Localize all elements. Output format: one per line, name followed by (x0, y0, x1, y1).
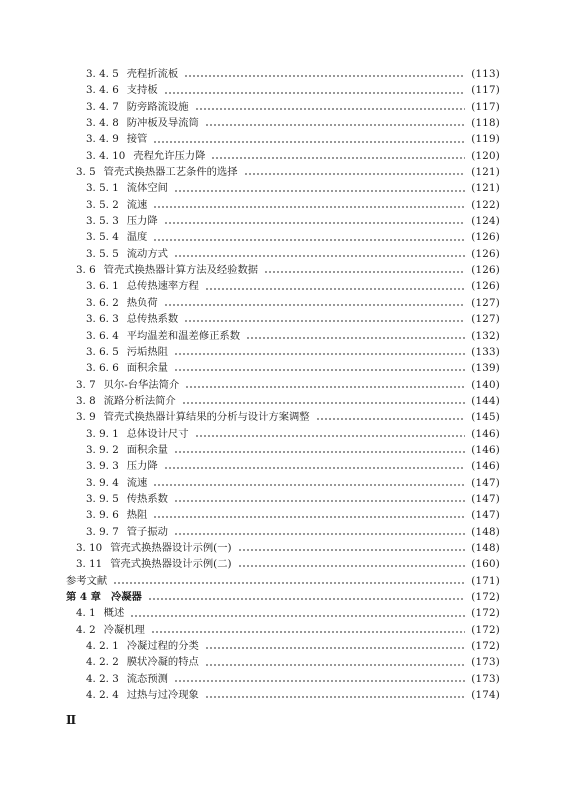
toc-entry[interactable] (0, 605, 566, 621)
toc-entry-title: 流动方式 (126, 247, 168, 260)
toc-entry-page: (121) (471, 166, 500, 179)
dot-leader (184, 75, 465, 77)
toc-entry-number: 3. 9. 1 (86, 427, 119, 440)
dot-leader (164, 467, 466, 469)
toc-entry-page: (144) (471, 394, 500, 407)
toc-entry-page: (171) (471, 574, 500, 587)
dot-leader (130, 615, 465, 617)
toc-entry-page: (173) (471, 672, 500, 685)
toc-entry[interactable] (0, 442, 566, 458)
toc-entry-page: (173) (471, 656, 500, 669)
toc-entry[interactable] (0, 622, 566, 638)
toc-entry-page: (172) (471, 623, 500, 636)
dot-leader (174, 533, 465, 535)
toc-entry-page: (146) (471, 427, 500, 440)
dot-leader (174, 190, 465, 192)
dot-leader (148, 598, 465, 600)
toc-entry-page: (147) (471, 476, 500, 489)
dot-leader (205, 288, 465, 290)
toc-entry[interactable] (0, 491, 566, 507)
toc-entry-page: (126) (471, 231, 500, 244)
toc-entry-number: 3. 5. 2 (86, 198, 119, 211)
toc-entry-page: (113) (471, 68, 500, 80)
toc-entry[interactable] (0, 131, 566, 147)
dot-leader (153, 239, 465, 241)
dot-leader (316, 418, 466, 420)
toc-entry-title: 总传热速率方程 (126, 280, 199, 293)
toc-entry-title: 管子振动 (126, 525, 168, 538)
toc-entry[interactable] (0, 409, 566, 425)
toc-entry-page: (145) (471, 411, 500, 424)
toc-entry[interactable] (0, 148, 566, 164)
toc-entry-number: 3. 6. 6 (86, 362, 119, 375)
toc-entry[interactable] (0, 393, 566, 409)
toc-entry-page: (147) (471, 492, 500, 505)
toc-entry-page: (146) (471, 443, 500, 456)
toc-entry[interactable] (0, 654, 566, 670)
toc-entry[interactable] (0, 311, 566, 327)
toc-entry-title: 防旁路流设施 (126, 100, 189, 113)
dot-leader (153, 141, 465, 143)
toc-entry-title: 防冲板及导流筒 (126, 117, 199, 130)
toc-entry[interactable] (0, 475, 566, 491)
toc-entry[interactable] (0, 246, 566, 262)
toc-entry-title: 污垢热阻 (126, 345, 168, 358)
toc-entry-number: 3. 9. 6 (86, 509, 119, 522)
toc-entry-number: 3. 9 (76, 411, 96, 424)
toc-entry-number: 3. 8 (76, 394, 96, 407)
toc-entry-number: 3. 9. 2 (86, 443, 119, 456)
toc-entry-title: 面积余量 (126, 362, 168, 375)
toc-entry-title: 压力降 (126, 215, 158, 228)
toc-entry-page: (172) (471, 607, 500, 620)
dot-leader (264, 271, 465, 273)
toc-entry-title: 冷凝器 (110, 591, 142, 603)
toc-entry[interactable] (0, 295, 566, 311)
toc-entry-title: 支持板 (126, 84, 158, 97)
toc-entry-page: (174) (471, 689, 500, 702)
toc-entry[interactable] (0, 687, 566, 703)
toc-entry-page: (146) (471, 460, 500, 473)
dot-leader (164, 304, 466, 306)
toc-entry-number: 3. 5. 1 (86, 182, 119, 195)
toc-entry-title: 壳程允许压力降 (133, 149, 206, 162)
toc-entry[interactable] (0, 377, 566, 393)
dot-leader (185, 386, 465, 388)
toc-entry-number: 4. 2. 1 (86, 640, 119, 653)
toc-entry-page: (121) (471, 182, 500, 195)
toc-entry[interactable] (0, 524, 566, 540)
dot-leader (174, 451, 465, 453)
dot-leader (246, 337, 465, 339)
toc-entry-number: 3. 5. 4 (86, 231, 119, 244)
dot-leader (205, 124, 465, 126)
toc-entry-page: (148) (471, 525, 500, 538)
toc-chapter-entry[interactable] (0, 589, 566, 605)
toc-entry-title: 参考文献 (66, 574, 108, 587)
toc-entry-number: 4. 1 (76, 607, 96, 620)
dot-leader (238, 565, 466, 567)
dot-leader (205, 647, 465, 649)
toc-entry[interactable] (0, 229, 566, 245)
toc-entry[interactable] (0, 344, 566, 360)
dot-leader (238, 549, 466, 551)
toc-entry-title: 管壳式换热器计算方法及经验数据 (103, 264, 259, 277)
toc-entry-number: 3. 9. 5 (86, 492, 119, 505)
toc-entry[interactable] (0, 556, 566, 572)
toc-entry-number: 4. 2. 2 (86, 656, 119, 669)
dot-leader (211, 157, 465, 159)
toc-entry-title: 冷凝机理 (103, 623, 145, 636)
toc-entry[interactable] (0, 540, 566, 556)
toc-entry-page: (122) (471, 198, 500, 211)
dot-leader (205, 664, 465, 666)
toc-entry[interactable] (0, 82, 566, 98)
toc-entry-number: 3. 4. 5 (86, 68, 119, 80)
toc-entry-page: (120) (471, 149, 500, 162)
toc-entry-title: 过热与过冷现象 (126, 689, 199, 702)
dot-leader (113, 582, 465, 584)
toc-entry-number: 3. 9. 3 (86, 460, 119, 473)
dot-leader (195, 108, 466, 110)
toc-entry-title: 流体空间 (126, 182, 168, 195)
toc-entry[interactable] (0, 262, 566, 278)
dot-leader (151, 631, 465, 633)
toc-entry-number: 3. 7 (76, 378, 96, 391)
toc-entry-title: 总传热系数 (126, 313, 179, 326)
toc-entry-number: 3. 6. 4 (86, 329, 119, 342)
toc-entry-number: 3. 6. 5 (86, 345, 119, 358)
toc-entry-title: 流速 (126, 476, 148, 489)
toc-entry-page: (132) (471, 329, 500, 342)
dot-leader (164, 92, 466, 94)
toc-entry-number: 3. 4. 9 (86, 133, 119, 146)
dot-leader (174, 369, 465, 371)
toc-entry-number: 3. 4. 6 (86, 84, 119, 97)
toc-entry[interactable] (0, 426, 566, 442)
toc-entry-number: 3. 9. 4 (86, 476, 119, 489)
toc-entry[interactable] (0, 164, 566, 180)
toc-entry[interactable] (0, 328, 566, 344)
dot-leader (244, 173, 466, 175)
toc-entry-number: 3. 5. 3 (86, 215, 119, 228)
toc-entry-page: (119) (471, 133, 500, 146)
toc-entry-title: 接管 (126, 133, 148, 146)
dot-leader (174, 500, 465, 502)
toc-entry[interactable] (0, 507, 566, 523)
toc-entry-page: (172) (471, 591, 500, 603)
toc-entry-title: 压力降 (126, 460, 158, 473)
toc-entry-page: (133) (471, 345, 500, 358)
toc-entry-page: (139) (471, 362, 500, 375)
toc-entry-page: (140) (471, 378, 500, 391)
toc-entry[interactable] (0, 197, 566, 213)
toc-entry-number: 3. 6. 3 (86, 313, 119, 326)
toc-entry-title: 热阻 (126, 509, 148, 522)
dot-leader (184, 320, 465, 322)
toc-entry-number: 3. 6. 1 (86, 280, 119, 293)
toc-entry-title: 膜状冷凝的特点 (126, 656, 199, 669)
dot-leader (195, 435, 466, 437)
toc-entry-title: 贝尔-台华法简介 (103, 378, 180, 391)
toc-entry-page: (117) (471, 84, 500, 97)
toc-entry[interactable] (0, 671, 566, 687)
dot-leader (153, 484, 465, 486)
toc-entry-page: (147) (471, 509, 500, 522)
toc-entry-page: (124) (471, 215, 500, 228)
toc-entry-title: 热负荷 (126, 296, 158, 309)
dot-leader (153, 206, 465, 208)
toc-entry-number: 3. 9. 7 (86, 525, 119, 538)
toc-entry-title: 流路分析法简介 (103, 394, 176, 407)
toc-entry-number: 第 4 章 (66, 591, 101, 603)
toc-entry-number: 4. 2. 3 (86, 672, 119, 685)
toc-entry-title: 流态预测 (126, 672, 168, 685)
toc-entry-number: 3. 11 (76, 558, 103, 571)
toc-entry-page: (117) (471, 100, 500, 113)
toc-entry-page: (126) (471, 264, 500, 277)
toc-entry[interactable] (0, 213, 566, 229)
toc-entry-title: 流速 (126, 198, 148, 211)
dot-leader (164, 222, 466, 224)
dot-leader (174, 255, 465, 257)
toc-entry-number: 4. 2 (76, 623, 96, 636)
dot-leader (205, 696, 465, 698)
toc-entry-page: (118) (471, 117, 500, 130)
toc-entry-title: 管壳式换热器计算结果的分析与设计方案调整 (103, 411, 310, 424)
toc-entry[interactable] (0, 360, 566, 376)
toc-entry-page: (126) (471, 247, 500, 260)
table-of-contents (0, 66, 566, 703)
toc-entry-page: (148) (471, 541, 500, 554)
toc-entry-title: 管壳式换热器设计示例(二) (110, 558, 232, 571)
dot-leader (153, 516, 465, 518)
toc-entry-title: 总体设计尺寸 (126, 427, 189, 440)
toc-entry-number: 4. 2. 4 (86, 689, 119, 702)
toc-entry[interactable] (0, 66, 566, 82)
toc-entry-title: 管壳式换热器工艺条件的选择 (103, 166, 238, 179)
toc-entry-number: 3. 10 (76, 541, 103, 554)
toc-entry-number: 3. 4. 8 (86, 117, 119, 130)
toc-entry[interactable] (0, 638, 566, 654)
toc-entry-title: 面积余量 (126, 443, 168, 456)
toc-entry-number: 3. 5 (76, 166, 96, 179)
toc-entry-title: 平均温差和温差修正系数 (126, 329, 241, 342)
toc-entry-page: (172) (471, 640, 500, 653)
toc-entry-number: 3. 4. 10 (86, 149, 126, 162)
toc-entry[interactable] (0, 99, 566, 115)
dot-leader (174, 353, 465, 355)
toc-entry-title: 概述 (103, 607, 125, 620)
toc-entry-page: (127) (471, 296, 500, 309)
toc-entry-title: 壳程折流板 (126, 68, 179, 80)
toc-entry[interactable] (0, 458, 566, 474)
toc-entry-title: 冷凝过程的分类 (126, 640, 199, 653)
dot-leader (174, 680, 465, 682)
toc-entry-page: (126) (471, 280, 500, 293)
toc-entry[interactable] (0, 573, 566, 589)
toc-entry[interactable] (0, 180, 566, 196)
toc-entry-number: 3. 4. 7 (86, 100, 119, 113)
toc-entry-title: 温度 (126, 231, 148, 244)
toc-entry[interactable] (0, 115, 566, 131)
toc-entry[interactable] (0, 278, 566, 294)
toc-entry-page: (127) (471, 313, 500, 326)
dot-leader (182, 402, 466, 404)
toc-entry-title: 传热系数 (126, 492, 168, 505)
toc-entry-number: 3. 6 (76, 264, 96, 277)
page-number: Ⅱ (66, 713, 77, 727)
toc-entry-page: (160) (471, 558, 500, 571)
toc-entry-number: 3. 6. 2 (86, 296, 119, 309)
toc-entry-number: 3. 5. 5 (86, 247, 119, 260)
toc-entry-title: 管壳式换热器设计示例(一) (110, 541, 232, 554)
